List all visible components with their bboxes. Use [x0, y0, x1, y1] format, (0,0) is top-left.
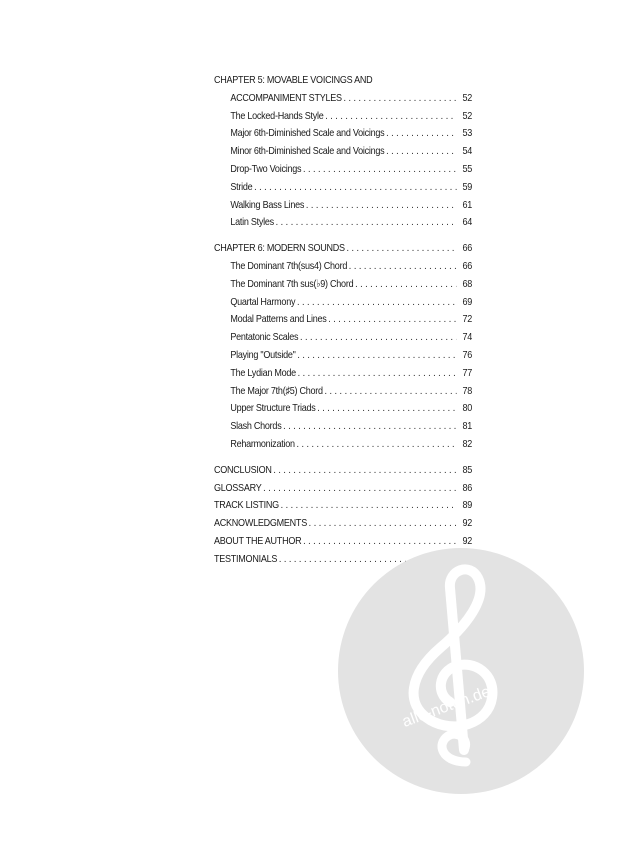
toc-label: The Locked-Hands Style [230, 109, 324, 122]
toc-label: TESTIMONIALS [214, 552, 278, 565]
toc-entry[interactable] [214, 179, 472, 197]
dot-leader [328, 311, 456, 329]
dot-leader [254, 179, 456, 197]
toc-entry[interactable] [214, 108, 472, 126]
toc-page-number: 52 [462, 109, 472, 122]
chapter-5-title-line1: CHAPTER 5: MOVABLE VOICINGS AND [214, 74, 373, 86]
toc-page-number: 80 [462, 402, 472, 415]
toc-page-number: 72 [462, 313, 472, 326]
chapter-5-title-line2[interactable] [214, 90, 472, 108]
dot-leader [325, 108, 456, 126]
toc-entry[interactable] [214, 383, 472, 401]
toc-entry[interactable] [214, 436, 472, 454]
section-gap [214, 232, 472, 240]
dot-leader [296, 436, 456, 454]
toc-label: Major 6th-Diminished Scale and Voicings [230, 127, 385, 140]
dot-leader [297, 294, 457, 312]
toc-label: The Major 7th(♯5) Chord [230, 384, 323, 397]
toc-label: Slash Chords [230, 420, 282, 433]
toc-label: CONCLUSION [214, 463, 272, 476]
toc-entry[interactable] [214, 329, 472, 347]
watermark-text: alle-noten.de [400, 683, 493, 731]
dot-leader [386, 143, 456, 161]
toc-page-number: 52 [462, 91, 472, 104]
toc-entry[interactable] [214, 276, 472, 294]
dot-leader [386, 125, 456, 143]
dot-leader [349, 258, 457, 276]
toc-entry[interactable] [214, 294, 472, 312]
dot-leader [273, 462, 456, 480]
dot-leader [303, 161, 457, 179]
toc-label: GLOSSARY [214, 481, 262, 494]
toc-entry[interactable] [214, 258, 472, 276]
toc-label: Playing "Outside" [230, 348, 296, 361]
toc-label: Reharmonization [230, 437, 295, 450]
toc-page-number: 77 [462, 366, 472, 379]
toc-page-number: 89 [462, 499, 472, 512]
dot-leader [298, 365, 457, 383]
toc-label: Latin Styles [230, 216, 274, 229]
toc-page-number: 92 [462, 534, 472, 547]
toc-label: Walking Bass Lines [230, 198, 305, 211]
toc-label: CHAPTER 6: MODERN SOUNDS [214, 242, 345, 255]
toc-label: The Dominant 7th(sus4) Chord [230, 259, 348, 272]
toc-label: Stride [230, 180, 253, 193]
treble-clef-icon [338, 548, 584, 794]
toc-page-number: 59 [462, 180, 472, 193]
toc-entry[interactable] [214, 143, 472, 161]
dot-leader [355, 276, 456, 294]
toc-page-number: 78 [462, 384, 472, 397]
dot-leader [347, 240, 457, 258]
dot-leader [324, 383, 456, 401]
toc-label: Modal Patterns and Lines [230, 313, 327, 326]
toc-page-number: 74 [462, 331, 472, 344]
dot-leader [343, 90, 456, 108]
toc-page-number: 68 [462, 277, 472, 290]
dot-leader [300, 329, 457, 347]
toc-label: Minor 6th-Diminished Scale and Voicings [230, 145, 385, 158]
toc-entry[interactable] [214, 311, 472, 329]
dot-leader [281, 497, 457, 515]
dot-leader [276, 214, 457, 232]
dot-leader [317, 400, 456, 418]
chapter-6-items [214, 258, 472, 454]
toc-label: The Dominant 7th sus(♭9) Chord [230, 277, 354, 290]
toc-label: Quartal Harmony [230, 295, 296, 308]
dot-leader [283, 418, 456, 436]
chapter-6-title[interactable] [214, 240, 472, 258]
toc-page-number: 81 [462, 420, 472, 433]
toc-entry[interactable] [214, 400, 472, 418]
toc-entry[interactable] [214, 480, 472, 498]
toc-label: Pentatonic Scales [230, 331, 299, 344]
toc-page-number: 54 [462, 145, 472, 158]
toc-label: The Lydian Mode [230, 366, 296, 379]
toc-page-number: 76 [462, 348, 472, 361]
toc-label: ACKNOWLEDGMENTS [214, 517, 307, 530]
toc-page-number: 53 [462, 127, 472, 140]
toc-label: TRACK LISTING [214, 499, 279, 512]
dot-leader [297, 347, 456, 365]
toc-label: Drop-Two Voicings [230, 162, 302, 175]
toc-entry[interactable] [214, 497, 472, 515]
dot-leader [309, 515, 457, 533]
table-of-contents [214, 72, 472, 569]
toc-page-number: 69 [462, 295, 472, 308]
toc-page-number: 82 [462, 437, 472, 450]
toc-label: ABOUT THE AUTHOR [214, 534, 302, 547]
dot-leader [263, 480, 456, 498]
toc-entry[interactable] [214, 214, 472, 232]
toc-entry[interactable] [214, 347, 472, 365]
toc-label: ACCOMPANIMENT STYLES [230, 91, 342, 104]
toc-entry[interactable] [214, 125, 472, 143]
toc-page-number: 85 [462, 463, 472, 476]
dot-leader [306, 197, 457, 215]
toc-entry[interactable] [214, 515, 472, 533]
toc-page-number: 55 [462, 162, 472, 175]
toc-page-number: 92 [462, 517, 472, 530]
toc-entry[interactable] [214, 365, 472, 383]
toc-entry[interactable] [214, 161, 472, 179]
toc-page-number: 64 [462, 216, 472, 229]
chapter-5-items [214, 108, 472, 233]
toc-entry[interactable] [214, 418, 472, 436]
section-gap [214, 454, 472, 462]
toc-label: Upper Structure Triads [230, 402, 316, 415]
toc-page-number: 66 [462, 242, 472, 255]
toc-entry[interactable] [214, 462, 472, 480]
toc-entry[interactable] [214, 197, 472, 215]
toc-page-number: 66 [462, 259, 472, 272]
toc-page-number: 86 [462, 481, 472, 494]
watermark-seal [338, 548, 584, 794]
toc-page-number: 61 [462, 198, 472, 211]
